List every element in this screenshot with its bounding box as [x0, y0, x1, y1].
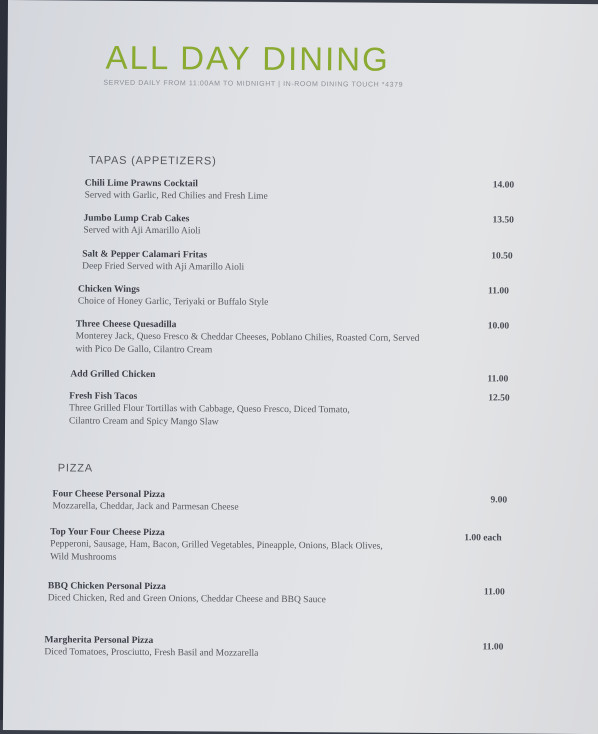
- item-name: BBQ Chicken Personal Pizza: [47, 581, 166, 593]
- menu-title: ALL DAY DINING: [105, 38, 390, 78]
- item-name: Top Your Four Cheese Pizza: [50, 527, 165, 539]
- menu-item: [85, 178, 555, 206]
- menu-item: [52, 488, 522, 516]
- item-name: Three Cheese Quesadilla: [75, 319, 177, 331]
- menu-item: [82, 249, 552, 277]
- menu-item: [78, 283, 548, 311]
- item-name: Salt & Pepper Calamari Fritas: [82, 249, 208, 261]
- item-price: 10.50: [491, 251, 513, 262]
- item-name: Chicken Wings: [77, 284, 140, 295]
- item-price: 13.50: [492, 215, 514, 226]
- item-description: Choice of Honey Garlic, Teriyaki or Buffalo Style: [77, 296, 269, 308]
- item-price: 9.00: [490, 495, 508, 506]
- item-description: Mozzarella, Cheddar, Jack and Parmesan Cheese: [52, 501, 239, 513]
- item-description: Diced Tomatoes, Prosciutto, Fresh Basil and Mozzarella: [44, 647, 259, 659]
- menu-item: [76, 318, 546, 359]
- item-price: 11.00: [482, 642, 504, 653]
- menu-subtitle: SERVED DAILY FROM 11:00AM TO MIDNIGHT | IN-ROOM DINING TOUCH *4379: [103, 79, 404, 89]
- item-name: Fresh Fish Tacos: [69, 391, 138, 402]
- item-name: Jumbo Lump Crab Cakes: [83, 213, 190, 225]
- item-name: Four Cheese Personal Pizza: [52, 489, 166, 501]
- menu-item: [44, 634, 514, 662]
- menu-item: [70, 368, 540, 383]
- item-name: Add Grilled Chicken: [70, 369, 156, 381]
- menu-item: [83, 213, 553, 241]
- section-title-tapas: TAPAS (APPETIZERS): [88, 154, 217, 168]
- item-description: Served with Garlic, Red Chilies and Fresh Lime: [84, 190, 268, 202]
- item-price: 14.00: [492, 180, 515, 191]
- item-price: 1.00 each: [464, 533, 502, 544]
- item-description: Served with Aji Amarillo Aioli: [83, 225, 201, 237]
- item-name: Margherita Personal Pizza: [44, 635, 154, 647]
- item-price: 11.00: [487, 374, 509, 385]
- item-price: 11.00: [487, 286, 509, 297]
- item-description: Deep Fried Served with Aji Amarillo Aioli: [82, 261, 245, 273]
- menu-item: [69, 390, 539, 431]
- item-price: 12.50: [488, 393, 510, 404]
- item-price: 10.00: [487, 321, 510, 332]
- item-description: Diced Chicken, Red and Green Onions, Cheddar Cheese and BBQ Sauce: [47, 593, 326, 606]
- item-name: Chili Lime Prawns Cocktail: [84, 178, 198, 190]
- menu-item: [48, 580, 518, 608]
- item-description: Three Grilled Flour Tortillas with Cabbage, Queso Fresco, Diced Tomato, Cilantro Cream and Spicy Mango Slaw: [69, 403, 350, 428]
- item-description: Pepperoni, Sausage, Ham, Bacon, Grilled Vegetables, Pineapple, Onions, Black Olives, Wild Mushrooms: [50, 539, 383, 563]
- section-title-pizza: PIZZA: [57, 462, 93, 475]
- item-description: Monterey Jack, Queso Fresco & Cheddar Cheeses, Poblano Chilies, Roasted Corn, Served with Pico De Gallo, Cilantro Cream: [75, 331, 420, 356]
- menu-page: [3, 0, 598, 734]
- item-price: 11.00: [483, 587, 505, 598]
- menu-item: [50, 526, 520, 567]
